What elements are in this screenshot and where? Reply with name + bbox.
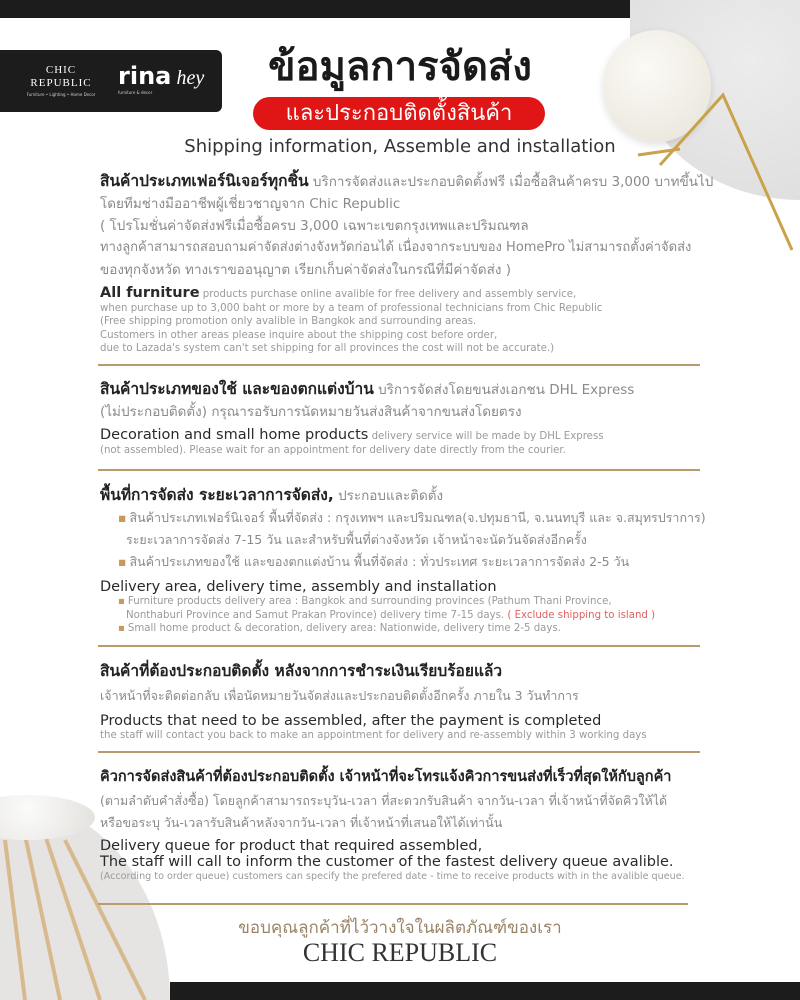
brand-logos	[0, 50, 222, 112]
page-title: ข้อมูลการจัดส่ง	[268, 44, 532, 90]
text-line: products purchase online avalible for free delivery and assembly service,	[202, 289, 577, 300]
bullet-item: ▪ Furniture products delivery area : Bangkok and surrounding provinces (Pathum Thani Province,	[118, 595, 720, 609]
section-title-th: สินค้าประเภทของใช้ และของตกแต่งบ้าน	[100, 380, 374, 398]
top-bar	[0, 0, 630, 18]
section-decoration	[100, 378, 720, 457]
text-line: หรือขอระบุ วัน-เวลารับสินค้าหลังจากวัน-เวลา ที่เจ้าหน้าที่เสนอให้ได้เท่านั้น	[100, 815, 503, 830]
island-note: ( Exclude shipping to island )	[507, 609, 656, 621]
bullet-item: ▪ สินค้าประเภทเฟอร์นิเจอร์ พื้นที่จัดส่ง : กรุงเทพฯ และปริมณฑล(จ.ปทุมธานี, จ.นนทบุรี และ จ.สมุทรปราการ)	[118, 507, 720, 529]
section-title-th: สินค้าประเภทเฟอร์นิเจอร์ทุกชิ้น	[100, 172, 309, 190]
text-line: เจ้าหน้าที่จะติดต่อกลับ เพื่อนัดหมายวันจัดส่งและประกอบติดตั้งอีกครั้ง ภายใน 3 วันทำการ	[100, 688, 579, 703]
section-delivery-area	[100, 484, 720, 636]
section-title-en: All furniture	[100, 285, 200, 301]
section-title-light: ประกอบและติดตั้ง	[338, 488, 444, 504]
bullet-item: ▪ สินค้าประเภทของใช้ และของตกแต่งบ้าน พื้นที่จัดส่ง : ทั่วประเทศ ระยะเวลาการจัดส่ง 2-5 วัน	[118, 551, 720, 573]
title-pill: และประกอบติดตั้งสินค้า	[253, 97, 545, 130]
bottom-bar	[170, 982, 800, 1000]
divider	[98, 751, 700, 753]
rina-subtitle: furniture & decor	[118, 90, 153, 95]
text-line: (ไม่ประกอบติดตั้ง) กรุณารอรับการนัดหมายวันส่งสินค้าจากขนส่งโดยตรง	[100, 404, 522, 420]
section-title-en: Delivery queue for product that required assembled,	[100, 838, 483, 854]
text-line: due to Lazada's system can't set shipping for all provinces the cost will not be accurate.)	[100, 343, 555, 354]
thank-you-text: ขอบคุณลูกค้าที่ไว้วางใจในผลิตภัณฑ์ของเรา	[238, 918, 562, 938]
section-furniture	[100, 170, 720, 356]
text-line: (not assembled). Please wait for an appointment for delivery date directly from the courier.	[100, 444, 566, 456]
divider	[98, 469, 700, 471]
text-line: (According to order queue) customers can specify the prefered date - time to receive products with in the avalible queue.	[100, 871, 685, 882]
text-line: when purchase up to 3,000 baht or more by a team of professional technicians from Chic Republic	[100, 302, 603, 314]
text-line: ระยะเวลาการจัดส่ง 7-15 วัน และสำหรับพื้นที่ต่างจังหวัด เจ้าหน้าจะนัดวันจัดส่งอีกครั้ง	[126, 532, 587, 547]
page-subtitle: Shipping information, Assemble and installation	[184, 136, 616, 157]
text-line: (Free shipping promotion only avalible in Bangkok and surrounding areas.	[100, 316, 477, 327]
chic-republic-logo: CHIC REPUBLIC	[30, 64, 92, 89]
section-title-en: The staff will call to inform the customer of the fastest delivery queue avalible.	[100, 854, 674, 870]
section-title-en: Delivery area, delivery time, assembly and installation	[100, 579, 497, 595]
divider	[98, 903, 688, 905]
divider	[98, 364, 700, 366]
text-line: Nonthaburi Province and Samut Prakan Province) delivery time 7-15 days.	[126, 609, 505, 621]
rina-logo: rina	[118, 62, 172, 90]
text-line: ของทุกจังหวัด ทางเราขออนุญาต เรียกเก็บค่าจัดส่งในกรณีที่มีค่าจัดส่ง )	[100, 262, 512, 278]
section-queue	[100, 765, 740, 884]
section-title-th: สินค้าที่ต้องประกอบติดตั้ง หลังจากการชำระเงินเรียบร้อยแล้ว	[100, 662, 503, 680]
divider	[98, 645, 700, 647]
chic-tagline: Furniture • Lighting • Home Decor	[26, 92, 96, 97]
text-line: delivery service will be made by DHL Express	[371, 431, 604, 442]
text-line: (ตามลำดับคำสั่งซื้อ) โดยลูกค้าสามารถระบุวัน-เวลา ที่สะดวกรับสินค้า จากวัน-เวลา ที่เจ้าหน้าที่จัดคิวให้ได้	[100, 793, 668, 808]
text-line: บริการจัดส่งโดยขนส่งเอกชน DHL Express	[378, 382, 635, 398]
section-title-th: พื้นที่การจัดส่ง ระยะเวลาการจัดส่ง,	[100, 486, 334, 504]
text-line: บริการจัดส่งและประกอบติดตั้งฟรี เมื่อซื้อสินค้าครบ 3,000 บาทขึ้นไป	[312, 174, 714, 190]
text-line: Customers in other areas please inquire about the shipping cost before order,	[100, 329, 498, 341]
footer-brand: CHIC REPUBLIC	[302, 938, 498, 967]
section-title-en: Decoration and small home products	[100, 427, 369, 443]
section-title-th: คิวการจัดส่งสินค้าที่ต้องประกอบติดตั้ง เจ้าหน้าที่จะโทรแจ้งคิวการขนส่งที่เร็วที่สุดให้กับลูกค้า	[100, 769, 672, 785]
text-line: โดยทีมช่างมืออาชีพผู้เชี่ยวชาญจาก Chic Republic	[100, 196, 401, 212]
text-line: ทางลูกค้าสามารถสอบถามค่าจัดส่งต่างจังหวัดก่อนได้ เนื่องจากระบบของ HomePro ไม่สามารถตั้งค่าจัดส่ง	[100, 240, 692, 255]
section-assembly	[100, 658, 720, 743]
bullet-item: ▪ Small home product & decoration, delivery area: Nationwide, delivery time 2-5 days.	[118, 622, 720, 636]
hey-logo: hey	[176, 67, 205, 89]
text-line: ( โปรโมชั่นค่าจัดส่งฟรีเมื่อซื้อครบ 3,000 เฉพาะเขตกรุงเทพและปริมณฑล	[100, 218, 529, 234]
section-title-en: Products that need to be assembled, after the payment is completed	[100, 713, 602, 729]
text-line: the staff will contact you back to make an appointment for delivery and re-assembly within 3 working days	[100, 730, 647, 741]
